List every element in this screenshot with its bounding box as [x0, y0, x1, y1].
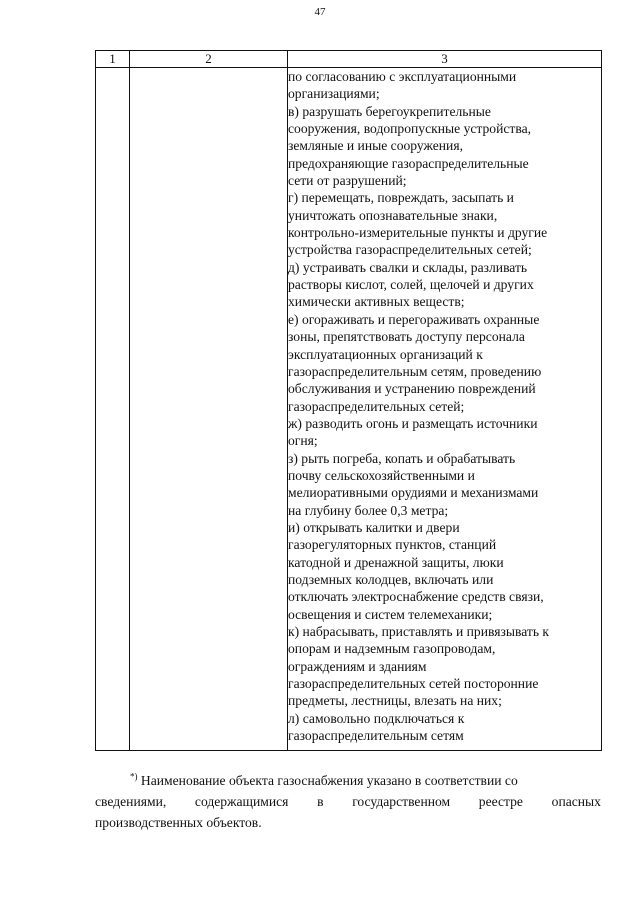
text-line: предметы, лестницы, влезать на них; [288, 693, 502, 709]
text-line: подземных колодцев, включать или [288, 571, 494, 587]
footnote-text: Наименование объекта газоснабжения указано в соответствии со [140, 773, 518, 788]
text-line: почву сельскохозяйственными и [288, 467, 475, 483]
footnote [95, 770, 601, 833]
text-line: отключать электроснабжение средств связи, [288, 589, 544, 605]
text-line: опорам и надземным газопроводам, [288, 641, 496, 657]
text-line: сети от разрушений; [288, 173, 407, 189]
footnote-word: реестре [478, 794, 523, 809]
text-line: д) устраивать свалки и склады, разливать [288, 259, 528, 275]
text-line: к) набрасывать, приставлять и привязывать к [288, 624, 550, 639]
footnote-word: сведениями, [95, 794, 167, 809]
text-line: растворы кислот, солей, щелочей и других [288, 277, 534, 293]
text-line: газораспределительных сетей; [288, 398, 465, 414]
text-line: в) разрушать берегоукрепительные [288, 103, 491, 119]
text-line: эксплуатационных организаций к [288, 346, 483, 362]
text-line: з) рыть погреба, копать и обрабатывать [288, 450, 516, 466]
text-line: газораспределительных сетей посторонние [288, 676, 539, 692]
table-header-row [96, 51, 602, 68]
document-table [95, 50, 602, 751]
text-line: по согласованию с эксплуатационными [288, 69, 517, 84]
footnote-word: в [317, 794, 324, 809]
column-header-2: 2 [130, 51, 288, 68]
text-line: мелиоративными орудиями и механизмами [288, 485, 539, 501]
text-line: химически активных веществ; [288, 294, 465, 310]
footnote-word: содержащимися [194, 794, 289, 809]
table-cell-col1 [96, 68, 130, 751]
footnote-word: опасных [551, 794, 601, 809]
text-line: контрольно-измерительные пункты и другие [288, 225, 548, 241]
text-line: ж) разводить огонь и размещать источники [288, 415, 538, 431]
text-line: л) самовольно подключаться к [288, 710, 465, 726]
table-cell-col3 [288, 68, 602, 751]
column-header-1: 1 [96, 51, 130, 68]
text-line: огня; [288, 433, 318, 449]
text-line: освещения и систем телемеханики; [288, 606, 493, 622]
text-line: на глубину более 0,3 метра; [288, 502, 449, 518]
text-line: и) открывать калитки и двери [288, 519, 460, 535]
column-header-3: 3 [288, 51, 602, 68]
text-line: земляные и иные сооружения, [288, 138, 463, 154]
text-line: обслуживания и устранению повреждений [288, 381, 536, 397]
footnote-word: государственном [352, 794, 451, 809]
text-line: газорегуляторных пунктов, станций [288, 537, 497, 553]
text-line: устройства газораспределительных сетей; [288, 242, 532, 258]
footnote-line: производственных объектов. [95, 815, 262, 830]
text-line: е) огораживать и перегораживать охранные [288, 311, 540, 327]
text-line: г) перемещать, повреждать, засыпать и [288, 190, 514, 206]
table-row [96, 68, 602, 751]
text-line: уничтожать опознавательные знаки, [288, 207, 498, 223]
footnote-marker: *) [130, 771, 138, 782]
text-line: катодной и дренажной защиты, люки [288, 554, 504, 570]
text-line: ограждениям и зданиям [288, 658, 427, 674]
text-line: предохраняющие газораспределительные [288, 155, 529, 171]
text-line: зоны, препятствовать доступу персонала [288, 329, 525, 345]
text-line: газораспределительным сетям [288, 728, 464, 744]
page-number: 47 [314, 6, 326, 18]
table-cell-col2 [130, 68, 288, 751]
text-line: газораспределительным сетям, проведению [288, 363, 542, 379]
text-line: сооружения, водопропускные устройства, [288, 121, 532, 137]
footnote-line [95, 770, 601, 791]
footnote-line [95, 791, 601, 812]
text-line: организациями; [288, 86, 380, 102]
